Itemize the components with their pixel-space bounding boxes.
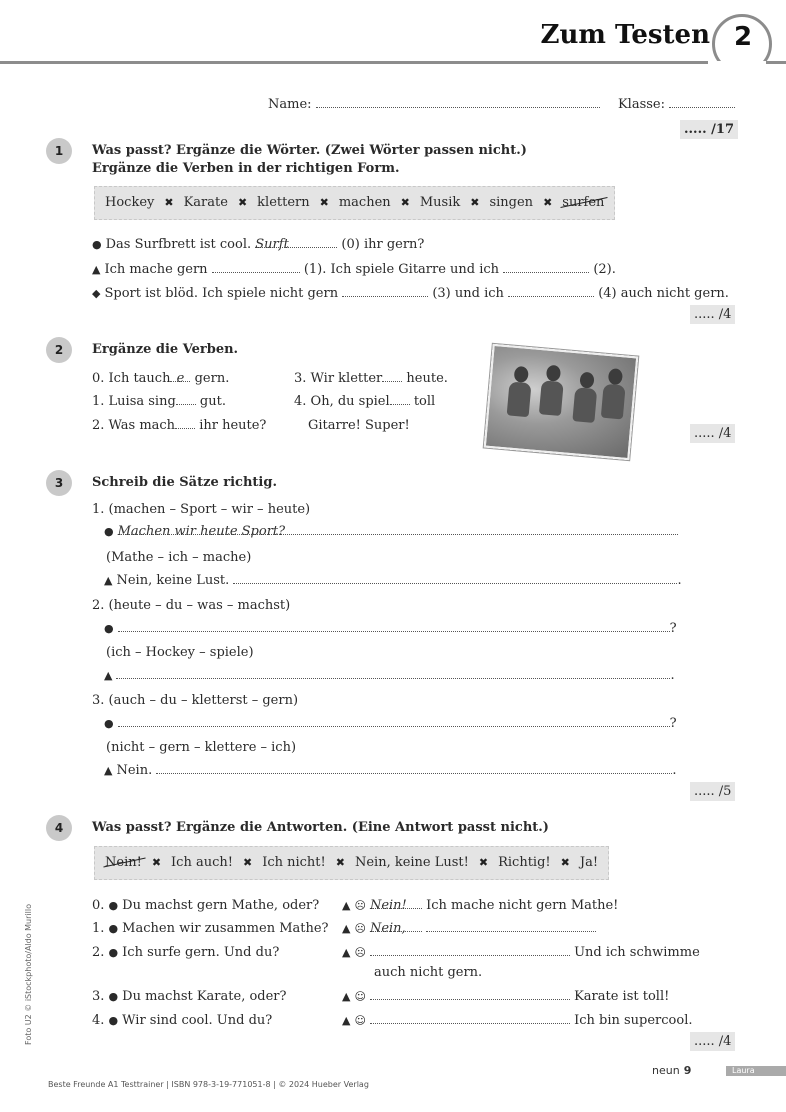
answer-field[interactable]: [370, 944, 570, 956]
name-label: Name:: [268, 97, 312, 112]
task-4-title: Was passt? Ergänze die Antworten. (Eine Antwort passt nicht.): [92, 820, 549, 835]
task-2-line-3: 3. Wir kletter heute.: [294, 371, 448, 386]
photo-figure: [546, 365, 561, 382]
task-3-prompt-1b: (Mathe – ich – mache): [106, 550, 252, 565]
task-4-a4: ▲ ☺ Ich bin supercool.: [342, 1013, 693, 1028]
task-3-prompt-3b: (nicht – gern – klettere – ich): [106, 740, 297, 755]
circle-bullet-icon: ●: [104, 525, 114, 538]
task-3-score: ..... /5: [690, 782, 735, 801]
triangle-bullet-icon: ▲: [92, 263, 101, 276]
teens-photo: [484, 344, 639, 460]
answer-field[interactable]: [212, 261, 300, 273]
class-label: Klasse:: [617, 97, 665, 112]
word: Karate: [183, 195, 228, 210]
answer-field[interactable]: Surft: [255, 236, 337, 248]
task-2-line-2: 2. Was mach ihr heute?: [92, 418, 267, 433]
task-3-title: Schreib die Sätze richtig.: [92, 475, 277, 490]
cross-icon: ✖: [242, 856, 253, 869]
answer-field[interactable]: [175, 417, 195, 429]
task-3-answer-2: ● ?: [104, 621, 677, 636]
triangle-bullet-icon: ▲: [104, 574, 113, 587]
cross-icon: ✖: [237, 196, 248, 209]
circle-bullet-icon: ●: [108, 990, 119, 1003]
word: Richtig!: [498, 855, 551, 870]
cross-icon: ✖: [560, 856, 570, 869]
sad-face-icon: ☹: [354, 899, 366, 912]
task-2-line-4b: Gitarre! Super!: [308, 418, 410, 433]
circle-bullet-icon: ●: [108, 899, 119, 912]
task-1-line-2: ◆ Sport ist blöd. Ich spiele nicht gern (3) und ich (4) auch nicht gern.: [92, 286, 729, 301]
task-2-line-0: 0. Ich tauch e gern.: [92, 371, 230, 386]
word: machen: [338, 195, 391, 210]
task-1-line-1: ▲ Ich mache gern (1). Ich spiele Gitarre und ich (2).: [92, 262, 616, 277]
triangle-bullet-icon: ▲: [104, 764, 113, 777]
class-field[interactable]: [669, 96, 735, 108]
answer-field[interactable]: [390, 393, 410, 405]
sad-face-icon: ☹: [354, 922, 366, 935]
happy-face-icon: ☺: [354, 990, 366, 1003]
happy-face-icon: ☺: [354, 1014, 366, 1027]
triangle-bullet-icon: ▲: [342, 946, 351, 959]
answer-field[interactable]: [503, 261, 589, 273]
task-4-word-bank: [94, 846, 609, 880]
footer-isbn: Beste Freunde A1 Testtrainer | ISBN 978-3-19-771051-8 | © 2024 Hueber Verlag: [48, 1080, 369, 1089]
task-2-line-1: 1. Luisa sing gut.: [92, 394, 226, 409]
answer-field[interactable]: Nein!: [370, 897, 422, 909]
answer-field[interactable]: [156, 762, 672, 774]
photo-credit: Foto U2 © iStockphoto/Aldo Murillo: [24, 904, 33, 1045]
task-2-line-4: 4. Oh, du spiel toll: [294, 394, 436, 409]
photo-figure: [579, 372, 594, 389]
answer-field[interactable]: [508, 285, 594, 297]
cross-icon: ✖: [335, 856, 345, 869]
task-3-answer-1b: ▲ Nein, keine Lust. .: [104, 573, 682, 588]
name-row: [268, 96, 735, 112]
answer-field[interactable]: [370, 1012, 570, 1024]
answer-field[interactable]: [118, 715, 670, 727]
cross-icon: ✖: [478, 856, 489, 869]
word: klettern: [257, 195, 310, 210]
cross-icon: ✖: [151, 856, 162, 869]
task-3-number: 3: [46, 470, 72, 496]
answer-field[interactable]: [370, 988, 570, 1000]
circle-bullet-icon: ●: [108, 1014, 119, 1027]
page-number: neun 9: [652, 1064, 692, 1077]
triangle-bullet-icon: ▲: [342, 899, 351, 912]
triangle-bullet-icon: ▲: [104, 669, 113, 682]
task-3-answer-3b: ▲ Nein. .: [104, 763, 677, 778]
word: Musik: [419, 195, 461, 210]
triangle-bullet-icon: ▲: [342, 922, 351, 935]
footer-tag: Laura: [726, 1066, 786, 1076]
word: singen: [489, 195, 534, 210]
task-2-title: Ergänze die Verben.: [92, 342, 239, 357]
answer-field[interactable]: Nein,: [370, 920, 422, 932]
cross-icon: ✖: [164, 196, 174, 209]
task-4-q4: 4. ● Wir sind cool. Und du?: [92, 1013, 273, 1028]
task-3-prompt-2b: (ich – Hockey – spiele): [106, 645, 254, 660]
answer-field[interactable]: [233, 572, 677, 584]
task-4-a2-cont: auch nicht gern.: [374, 965, 483, 980]
photo-figure: [539, 380, 564, 416]
photo-figure: [601, 384, 626, 420]
task-2-number: 2: [46, 337, 72, 363]
task-2-score: ..... /4: [690, 424, 735, 443]
total-score: ..... /17: [680, 120, 738, 139]
photo-figure: [507, 381, 532, 417]
header-rule: [0, 61, 720, 64]
task-4-q2: 2. ● Ich surfe gern. Und du?: [92, 945, 280, 960]
task-4-q0: 0. ● Du machst gern Mathe, oder?: [92, 898, 320, 913]
circle-bullet-icon: ●: [104, 717, 114, 730]
triangle-bullet-icon: ▲: [342, 990, 351, 1003]
word: Ja!: [579, 855, 599, 870]
page-title: Zum Testen: [540, 20, 710, 50]
task-1-title-1: Was passt? Ergänze die Wörter. (Zwei Wörter passen nicht.): [92, 143, 527, 158]
photo-figure: [608, 368, 623, 385]
circle-bullet-icon: ●: [92, 238, 102, 251]
task-3-prompt-3: 3. (auch – du – kletterst – gern): [92, 693, 299, 708]
diamond-bullet-icon: ◆: [92, 287, 101, 300]
task-4-q1: 1. ● Machen wir zusammen Mathe?: [92, 921, 329, 936]
answer-field[interactable]: [426, 920, 596, 932]
task-4-a0: ▲ ☹ Nein! Ich mache nicht gern Mathe!: [342, 898, 619, 913]
triangle-bullet-icon: ▲: [342, 1014, 351, 1027]
cross-icon: ✖: [319, 196, 329, 209]
circle-bullet-icon: ●: [108, 922, 119, 935]
task-4-q3: 3. ● Du machst Karate, oder?: [92, 989, 287, 1004]
task-1-score: ..... /4: [690, 305, 735, 324]
cross-icon: ✖: [400, 196, 410, 209]
task-1-line-0: ● Das Surfbrett ist cool. Surft (0) ihr gern?: [92, 237, 425, 252]
header-rule-right: [766, 61, 786, 64]
task-1-number: 1: [46, 138, 72, 164]
task-4-number: 4: [46, 815, 72, 841]
answer-field[interactable]: [382, 370, 402, 382]
task-3-answer-3: ● ?: [104, 716, 677, 731]
answer-field[interactable]: [342, 285, 428, 297]
circle-bullet-icon: ●: [108, 946, 119, 959]
task-4-a1: [342, 920, 596, 938]
unit-number: 2: [733, 22, 753, 52]
photo-figure: [572, 387, 597, 423]
word: Ich nicht!: [262, 855, 326, 870]
task-3-answer-1: [104, 523, 678, 541]
sad-face-icon: ☹: [354, 946, 366, 959]
cross-icon: ✖: [470, 196, 480, 209]
word: Ich auch!: [171, 855, 233, 870]
name-field[interactable]: [316, 96, 600, 108]
task-1-word-bank: [94, 186, 615, 220]
task-3-answer-2b: ▲ .: [104, 668, 675, 683]
task-4-a2: ▲ ☹ Und ich schwimme: [342, 945, 700, 960]
header-mask: [708, 61, 786, 81]
word-crossed: surfen: [562, 195, 605, 210]
circle-bullet-icon: ●: [104, 622, 114, 635]
task-4-score: ..... /4: [690, 1032, 735, 1051]
answer-field[interactable]: e: [170, 370, 190, 382]
task-3-prompt-1: 1. (machen – Sport – wir – heute): [92, 502, 311, 517]
answer-field[interactable]: [176, 393, 196, 405]
word-crossed: Nein!: [105, 855, 142, 870]
answer-field[interactable]: [118, 620, 670, 632]
photo-figure: [514, 366, 529, 383]
answer-field[interactable]: Machen wir heute Sport?: [118, 523, 678, 535]
word: Hockey: [105, 195, 155, 210]
task-3-prompt-2: 2. (heute – du – was – machst): [92, 598, 291, 613]
answer-field[interactable]: [116, 667, 670, 679]
cross-icon: ✖: [543, 196, 553, 209]
task-1-title-2: Ergänze die Verben in der richtigen Form.: [92, 161, 400, 176]
word: Nein, keine Lust!: [354, 855, 469, 870]
task-4-a3: ▲ ☺ Karate ist toll!: [342, 989, 670, 1004]
